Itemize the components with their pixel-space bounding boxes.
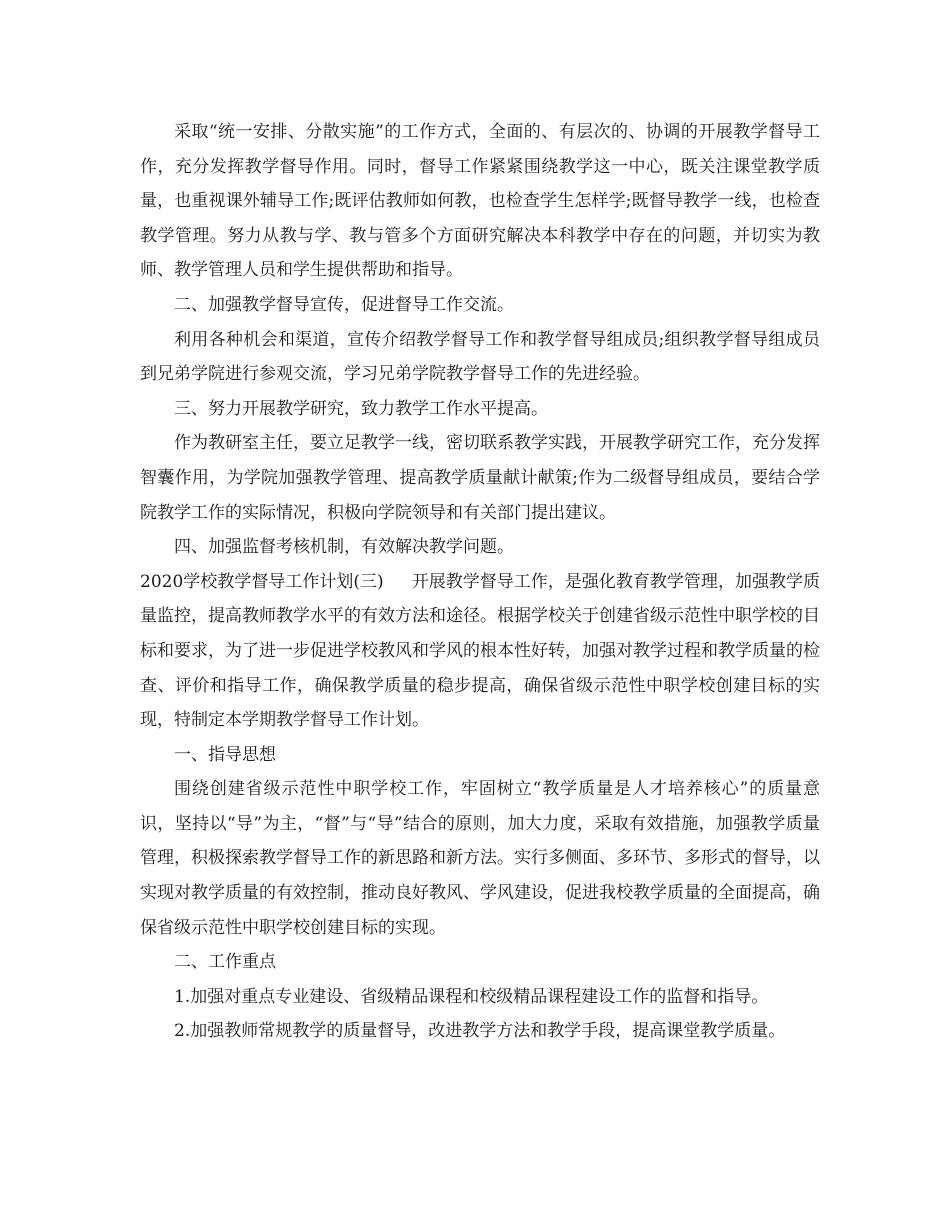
paragraph-heading: 三、努力开展教学研究，致力教学工作水平提高。 [174,398,548,419]
section-intro: 开展教学督导工作，是强化教育教学管理，加强教学质量监控，提高教师教学水平的有效方法和途径。根据学校关于创建省级示范性中职学校的目标和要求，为了进一步促进学校教风和学风的根本性好转，加强对教学过程和教学质量的检查、评价和指导工作，确保教学质量的稳步提高，确保省级示范性中职学校创建目标的实现，特制定本学期教学督导工作计划。 [140,571,821,731]
section-title: 2020学校教学督导工作计划(三) [140,571,384,592]
section-paragraph [140,565,820,738]
list-item: 2.加强教师常规教学的质量督导，改进教学方法和教学手段，提高课堂教学质量。 [174,1021,786,1042]
list-item: 1.加强对重点专业建设、省级精品课程和校级精品课程建设工作的监督和指导。 [174,986,769,1007]
paragraph-heading: 二、加强教学督导宣传，促进督导工作交流。 [174,294,514,315]
paragraph: 作为教研室主任，要立足教学一线，密切联系教学实践，开展教学研究工作，充分发挥智囊作用，为学院加强教学管理、提高教学质量献计献策;作为二级督导组成员，要结合学院教学工作的实际情况，积极向学院领导和有关部门提出建议。 [140,433,820,523]
paragraph-heading: 一、指导思想 [174,744,276,765]
document-body [140,115,820,1049]
paragraph-heading: 二、工作重点 [174,952,276,973]
paragraph: 采取“统一安排、分散实施”的工作方式，全面的、有层次的、协调的开展教学督导工作，充分发挥教学督导作用。同时，督导工作紧紧围绕教学这一中心，既关注课堂教学质量，也重视课外辅导工作;既评估教师如何教，也检查学生怎样学;既督导教学一线，也检查教学管理。努力从教与学、教与管多个方面研究解决本科教学中存在的问题，并切实为教师、教学管理人员和学生提供帮助和指导。 [140,122,820,281]
paragraph: 围绕创建省级示范性中职学校工作，牢固树立“教学质量是人才培养核心”的质量意识，坚持以“导”为主，“督”与“导”结合的原则，加大力度，采取有效措施，加强教学质量管理，积极探索教学督导工作的新思路和新方法。实行多侧面、多环节、多形式的督导，以实现对教学质量的有效控制，推动良好教风、学风建设，促进我校教学质量的全面提高，确保省级示范性中职学校创建目标的实现。 [140,779,820,938]
paragraph: 利用各种机会和渠道，宣传介绍教学督导工作和教学督导组成员;组织教学督导组成员到兄弟学院进行参观交流，学习兄弟学院教学督导工作的先进经验。 [140,329,820,385]
paragraph-heading: 四、加强监督考核机制，有效解决教学问题。 [174,537,514,558]
